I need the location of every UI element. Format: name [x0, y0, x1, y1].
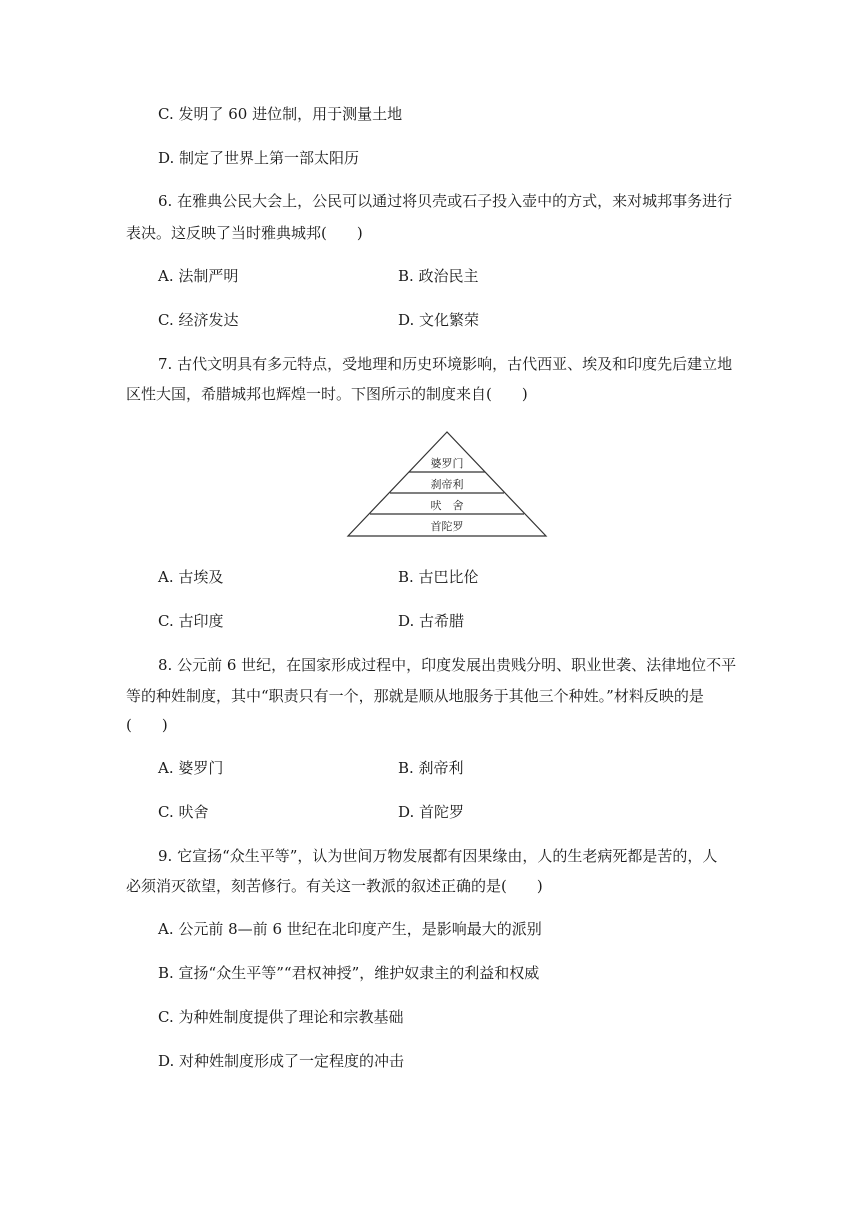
- q6-stem-line2: 表决。这反映了当时雅典城邦( ): [126, 224, 363, 242]
- q6-option-c: C. 经济发达: [158, 311, 239, 329]
- q7-stem-line2: 区性大国，希腊城邦也辉煌一时。下图所示的制度来自( ): [126, 385, 528, 403]
- q7-stem-line1: 7. 古代文明具有多元特点，受地理和历史环境影响，古代西亚、埃及和印度先后建立地: [158, 355, 733, 373]
- q7-option-b: B. 古巴比伦: [398, 568, 479, 586]
- q6-option-b: B. 政治民主: [398, 267, 479, 285]
- q8-option-b: B. 刹帝利: [398, 759, 464, 777]
- q9-stem-line1: 9. 它宣扬“众生平等”，认为世间万物发展都有因果缘由，人的生老病死都是苦的，人: [158, 847, 718, 865]
- q8-stem-line2: 等的种姓制度，其中“职责只有一个，那就是顺从地服务于其他三个种姓。”材料反映的是: [126, 687, 704, 705]
- pyramid-level-shudra: 首陀罗: [430, 520, 464, 533]
- q9-option-b: B. 宣扬“众生平等”“君权神授”，维护奴隶主的利益和权威: [158, 964, 540, 982]
- pyramid-level-brahmin: 婆罗门: [430, 457, 464, 470]
- q6-stem-line1: 6. 在雅典公民大会上，公民可以通过将贝壳或石子投入壶中的方式，来对城邦事务进行: [158, 192, 733, 210]
- q8-stem-line1: 8. 公元前 6 世纪，在国家形成过程中，印度发展出贵贱分明、职业世袭、法律地位不平: [158, 656, 737, 674]
- q9-option-c: C. 为种姓制度提供了理论和宗教基础: [158, 1008, 404, 1026]
- q8-option-d: D. 首陀罗: [398, 803, 465, 821]
- q5-option-d: D. 制定了世界上第一部太阳历: [158, 149, 360, 167]
- q9-option-a: A. 公元前 8—前 6 世纪在北印度产生，是影响最大的派别: [158, 920, 542, 938]
- q9-stem-line2: 必须消灭欲望，刻苦修行。有关这一教派的叙述正确的是( ): [126, 877, 543, 895]
- q8-option-c: C. 吠舍: [158, 803, 209, 821]
- pyramid-level-vaishya: 吠 舍: [430, 499, 464, 512]
- q8-stem-line3: ( ): [126, 716, 168, 734]
- q5-option-c: C. 发明了 60 进位制，用于测量土地: [158, 105, 403, 123]
- q8-option-a: A. 婆罗门: [158, 759, 224, 777]
- q6-option-d: D. 文化繁荣: [398, 311, 480, 329]
- q9-option-d: D. 对种姓制度形成了一定程度的冲击: [158, 1052, 405, 1070]
- caste-pyramid-diagram: [346, 430, 548, 538]
- q7-option-d: D. 古希腊: [398, 612, 465, 630]
- q6-option-a: A. 法制严明: [158, 267, 239, 285]
- q7-option-c: C. 古印度: [158, 612, 224, 630]
- q7-option-a: A. 古埃及: [158, 568, 224, 586]
- pyramid-level-kshatriya: 刹帝利: [430, 478, 464, 491]
